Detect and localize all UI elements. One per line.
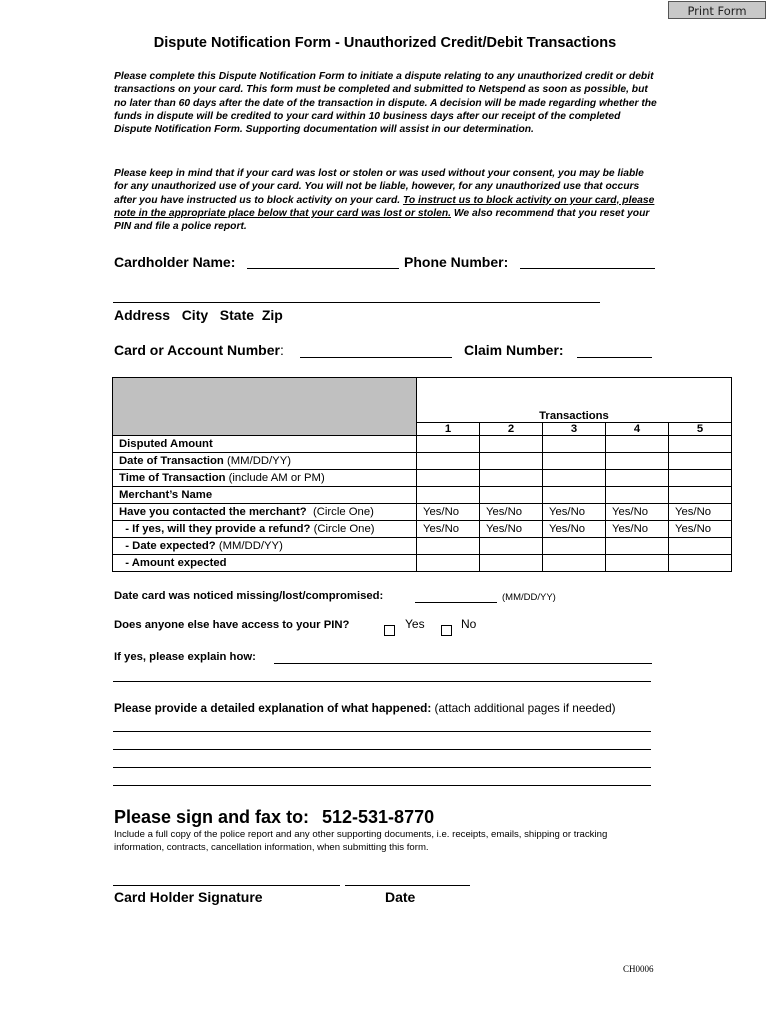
transaction-cell[interactable] (480, 470, 543, 487)
transaction-cell[interactable] (669, 487, 732, 504)
detail-label-text: Please provide a detailed explanation of what happened: (114, 701, 432, 715)
transaction-cell[interactable]: Yes/No (669, 521, 732, 538)
cardholder-name-field[interactable] (247, 268, 399, 269)
transaction-cell[interactable] (417, 555, 480, 572)
table-header-blank (113, 378, 417, 436)
transaction-cell[interactable]: Yes/No (606, 504, 669, 521)
transaction-cell[interactable] (543, 538, 606, 555)
transaction-cell[interactable] (543, 453, 606, 470)
row-label-suffix: (include AM or PM) (225, 472, 325, 484)
table-row (113, 436, 732, 453)
signature-field[interactable] (113, 885, 340, 886)
include-note: Include a full copy of the police report and any other supporting documents, i.e. receipts, emails, shipping or tracking information, contracts, cancellation information, when submitting this form. (114, 829, 608, 853)
column-number-5: 5 (669, 423, 732, 436)
transaction-cell[interactable] (543, 487, 606, 504)
transaction-cell[interactable] (417, 487, 480, 504)
row-label-text: Merchant’s Name (119, 489, 213, 501)
transaction-cell[interactable] (606, 470, 669, 487)
card-number-field[interactable] (300, 357, 452, 358)
transaction-cell[interactable]: Yes/No (417, 504, 480, 521)
form-code: CH0006 (623, 964, 654, 974)
transaction-cell[interactable] (669, 470, 732, 487)
pin-no-checkbox[interactable] (441, 621, 452, 639)
card-number-label-colon: : (279, 342, 284, 358)
transaction-cell[interactable] (480, 555, 543, 572)
row-label-text: Disputed Amount (119, 438, 213, 450)
table-row (113, 521, 732, 538)
row-label (113, 555, 417, 572)
transaction-cell[interactable]: Yes/No (480, 504, 543, 521)
row-label-suffix: (Circle One) (306, 506, 374, 518)
transaction-cell[interactable]: Yes/No (606, 521, 669, 538)
column-number-2: 2 (480, 423, 543, 436)
form-title: Dispute Notification Form - Unauthorized Credit/Debit Transactions (153, 35, 617, 51)
transaction-cell[interactable] (669, 436, 732, 453)
transaction-cell[interactable] (606, 453, 669, 470)
intro-paragraph-2-text: Please keep in mind that if your card was lost or stolen or was used without your consent, you may be liable for any unauthorized use of your card. You will not be liable, however, for any unauthorized use that occurs after you have instructed us to block activity on your card. (114, 168, 644, 206)
missing-date-label: Date card was noticed missing/lost/compromised: (114, 590, 384, 602)
claim-number-label: Claim Number: (464, 342, 564, 358)
table-row (113, 470, 732, 487)
table-row (113, 453, 732, 470)
pin-yes-checkbox[interactable] (384, 621, 395, 639)
row-label-text: - If yes, will they provide a refund? (119, 523, 311, 535)
transaction-cell[interactable] (543, 470, 606, 487)
row-label-text: - Date expected? (119, 540, 216, 552)
explain-field-line-1[interactable] (274, 663, 652, 664)
detail-note: (attach additional pages if needed) (431, 701, 616, 715)
table-row (113, 538, 732, 555)
transaction-cell[interactable] (669, 555, 732, 572)
column-number-4: 4 (606, 423, 669, 436)
row-label (113, 453, 417, 470)
transaction-cell[interactable]: Yes/No (480, 521, 543, 538)
transaction-cell[interactable] (417, 453, 480, 470)
address-field[interactable] (113, 302, 600, 303)
detail-field-line-3[interactable] (113, 767, 651, 768)
column-number-1: 1 (417, 423, 480, 436)
detail-field-line-2[interactable] (113, 749, 651, 750)
missing-date-format: (MM/DD/YY) (502, 592, 556, 603)
transaction-cell[interactable] (606, 487, 669, 504)
transaction-cell[interactable] (480, 436, 543, 453)
transaction-cell[interactable] (669, 538, 732, 555)
row-label (113, 470, 417, 487)
row-label (113, 436, 417, 453)
claim-number-field[interactable] (577, 357, 652, 358)
phone-number-label: Phone Number: (404, 254, 509, 270)
row-label-suffix: (Circle One) (310, 523, 375, 535)
table-header-row (113, 378, 732, 423)
transaction-cell[interactable] (480, 487, 543, 504)
sign-fax-label: Please sign and fax to: (114, 807, 310, 827)
card-number-label (114, 342, 284, 358)
row-label-suffix: (MM/DD/YY) (215, 540, 283, 552)
transaction-cell[interactable] (480, 453, 543, 470)
transactions-table (112, 377, 732, 572)
pin-yes-label: Yes (405, 617, 425, 631)
fax-number: 512-531-8770 (322, 807, 435, 827)
row-label (113, 504, 417, 521)
signature-label: Card Holder Signature (114, 889, 263, 905)
row-label (113, 538, 417, 555)
column-number-3: 3 (543, 423, 606, 436)
missing-date-field[interactable] (415, 602, 497, 603)
print-form-button[interactable]: Print Form (668, 1, 766, 19)
date-field[interactable] (345, 885, 470, 886)
transaction-cell[interactable]: Yes/No (669, 504, 732, 521)
detail-field-line-4[interactable] (113, 785, 651, 786)
phone-number-field[interactable] (520, 268, 655, 269)
transaction-cell[interactable]: Yes/No (417, 521, 480, 538)
transaction-cell[interactable] (606, 555, 669, 572)
transaction-cell[interactable] (543, 555, 606, 572)
pin-question: Does anyone else have access to your PIN? (114, 619, 350, 631)
transaction-cell[interactable] (480, 538, 543, 555)
row-label (113, 487, 417, 504)
row-label-text: Have you contacted the merchant? (119, 506, 307, 518)
table-row (113, 487, 732, 504)
pin-no-label: No (461, 617, 477, 631)
transaction-cell[interactable] (417, 470, 480, 487)
intro-paragraph-2-recommendation: We also recommend that you reset your PIN and file a police report. (114, 207, 650, 233)
card-number-label-text: Card or Account Number (114, 342, 280, 358)
transaction-cell[interactable] (669, 453, 732, 470)
detail-field-line-1[interactable] (113, 731, 651, 732)
block-activity-instruction: To instruct us to block activity on your card, please note in the appropriate place below that your card was lost or stolen. (114, 194, 655, 219)
transaction-cell[interactable] (417, 538, 480, 555)
transaction-cell[interactable] (606, 538, 669, 555)
transaction-cell[interactable]: Yes/No (543, 521, 606, 538)
row-label (113, 521, 417, 538)
transactions-header: Transactions (417, 378, 732, 423)
table-row (113, 504, 732, 521)
date-label: Date (385, 889, 416, 905)
table-row (113, 555, 732, 572)
address-label: Address City State Zip (114, 307, 283, 323)
intro-paragraph-2 (114, 167, 659, 233)
explain-field-line-2[interactable] (113, 681, 651, 682)
row-label-text: - Amount expected (119, 557, 227, 569)
transaction-cell[interactable] (543, 436, 606, 453)
row-label-text: Time of Transaction (119, 472, 226, 484)
cardholder-name-label: Cardholder Name: (114, 254, 236, 270)
row-label-text: Date of Transaction (119, 455, 224, 467)
transaction-cell[interactable] (606, 436, 669, 453)
transaction-cell[interactable]: Yes/No (543, 504, 606, 521)
transaction-cell[interactable] (417, 436, 480, 453)
explain-label: If yes, please explain how: (114, 651, 256, 663)
intro-paragraph-1: Please complete this Dispute Notification Form to initiate a dispute relating to any unauthorized credit or debit transactions on your card. This form must be completed and submitted to Netspend as soon as possible, but no later than 60 days after the date of the transaction in dispute. A decision will be made regarding whether the funds in dispute will be credited to your card within 10 business days after our receipt of the completed Dispute Notification Form. Supporting documentation will assist in our determination. (114, 71, 657, 136)
detail-label (114, 701, 616, 715)
row-label-suffix: (MM/DD/YY) (223, 455, 291, 467)
